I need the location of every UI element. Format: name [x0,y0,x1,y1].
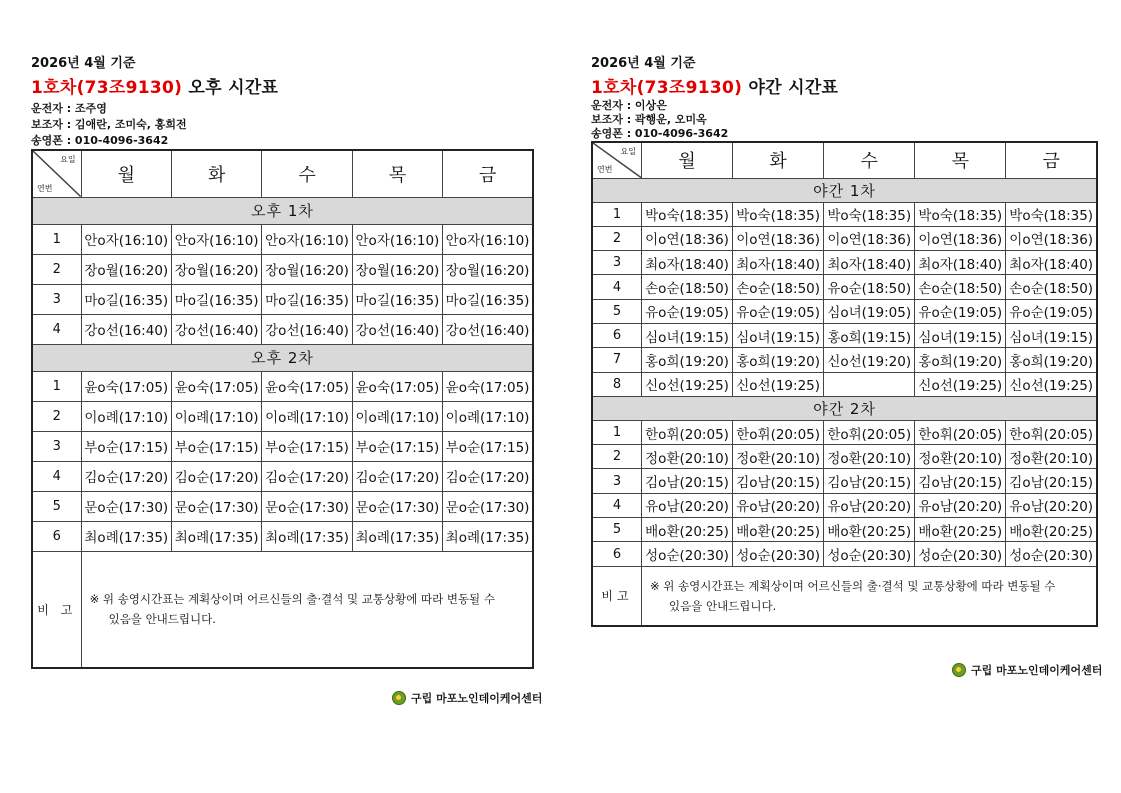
pickup-cell: 이o연(18:36) [824,226,915,250]
pickup-cell: 문o순(17:30) [262,491,352,521]
serial-number: 1 [592,202,641,226]
pickup-cell: 배o환(20:25) [915,518,1006,542]
pickup-cell: 강o선(16:40) [81,314,171,344]
pickup-cell: 신o선(19:25) [733,372,824,396]
pickup-cell: 안o자(16:10) [262,224,352,254]
pickup-cell: 부o순(17:15) [171,431,261,461]
remark-label: 비고 [592,566,641,626]
pickup-cell: 김o순(17:20) [262,461,352,491]
pickup-cell: 이o례(17:10) [352,401,442,431]
pickup-cell: 안o자(16:10) [352,224,442,254]
schedule-table [31,149,534,669]
pickup-cell: 손o순(18:50) [641,275,732,299]
center-name: 구립 마포노인데이케어센터 [971,664,1103,677]
pickup-cell: 윤o숙(17:05) [443,371,533,401]
pickup-cell: 김o남(20:15) [733,469,824,493]
center-logo-icon [392,691,406,705]
schedule-table [591,141,1098,627]
weekday-header: 월 [81,150,171,197]
remark-note [641,566,1097,626]
table-row [32,521,533,551]
pickup-cell: 문o순(17:30) [81,491,171,521]
table-row [592,542,1097,566]
pickup-cell: 부o순(17:15) [443,431,533,461]
pickup-cell: 김o남(20:15) [824,469,915,493]
pickup-cell: 유o남(20:20) [641,493,732,517]
pickup-cell: 이o연(18:36) [641,226,732,250]
pickup-cell: 손o순(18:50) [915,275,1006,299]
serial-axis-label: 연번 [597,164,613,174]
pickup-cell: 신o선(19:20) [824,348,915,372]
pickup-cell: 박o숙(18:35) [1006,202,1097,226]
pickup-cell: 문o순(17:30) [443,491,533,521]
table-row [592,445,1097,469]
pickup-cell: 김o남(20:15) [641,469,732,493]
pickup-cell: 강o선(16:40) [171,314,261,344]
section-header: 야간 1차 [592,178,1097,202]
pickup-cell: 문o순(17:30) [352,491,442,521]
center-name: 구립 마포노인데이케어센터 [411,692,543,705]
pickup-cell: 안o자(16:10) [443,224,533,254]
pickup-cell: 김o순(17:20) [81,461,171,491]
pickup-cell: 부o순(17:15) [262,431,352,461]
schedule-type-title: 오후 시간표 [182,78,279,98]
remark-line-1: ※ 위 송영시간표는 계획상이며 어르신들의 출·결석 및 교통상황에 따라 변동될 수 [89,592,495,607]
weekday-header: 목 [915,142,1006,178]
pickup-cell: 신o선(19:25) [641,372,732,396]
pickup-cell: 최o자(18:40) [641,251,732,275]
pickup-cell: 정o환(20:10) [1006,445,1097,469]
pickup-cell: 김o순(17:20) [352,461,442,491]
pickup-cell: 마o길(16:35) [171,284,261,314]
serial-axis-label: 연번 [37,183,53,193]
pickup-cell: 최o자(18:40) [733,251,824,275]
serial-number: 3 [32,284,81,314]
night-schedule-panel [591,52,1098,627]
pickup-cell: 홍o희(19:20) [641,348,732,372]
weekday-axis-label: 요일 [620,147,636,156]
remark-line-2: 있음을 안내드립니다. [668,598,777,613]
pickup-cell: 성o순(20:30) [1006,542,1097,566]
weekday-header: 수 [824,142,915,178]
pickup-cell: 배o환(20:25) [641,518,732,542]
serial-number: 5 [32,491,81,521]
pickup-cell: 윤o숙(17:05) [262,371,352,401]
remark-label: 비 고 [32,551,81,668]
table-row [592,348,1097,372]
pickup-cell: 홍o희(19:15) [824,323,915,347]
serial-number: 6 [592,323,641,347]
pickup-cell: 유o순(19:05) [733,299,824,323]
pickup-cell: 유o순(19:05) [1006,299,1097,323]
table-row [592,518,1097,542]
pickup-cell: 최o례(17:35) [352,521,442,551]
pickup-cell: 김o순(17:20) [443,461,533,491]
pickup-cell: 이o례(17:10) [262,401,352,431]
pickup-cell: 손o순(18:50) [733,275,824,299]
serial-number: 6 [592,542,641,566]
remark-line-1: ※ 위 송영시간표는 계획상이며 어르신들의 출·결석 및 교통상황에 따라 변동될 수 [649,578,1056,593]
serial-number: 3 [592,251,641,275]
pickup-cell: 한o휘(20:05) [915,420,1006,444]
pickup-cell: 홍o희(19:20) [915,348,1006,372]
corner-header-cell [32,150,81,197]
weekday-header: 수 [262,150,352,197]
pickup-cell: 성o순(20:30) [915,542,1006,566]
weekday-header: 월 [641,142,732,178]
table-row [32,314,533,344]
pickup-cell: 이o연(18:36) [733,226,824,250]
pickup-cell: 한o휘(20:05) [641,420,732,444]
pickup-cell: 이o연(18:36) [1006,226,1097,250]
pickup-cell: 박o숙(18:35) [641,202,732,226]
pickup-cell [824,372,915,396]
section-header: 야간 2차 [592,396,1097,420]
serial-number: 4 [592,493,641,517]
weekday-header: 화 [171,150,261,197]
pickup-cell: 정o환(20:10) [641,445,732,469]
pickup-cell: 부o순(17:15) [81,431,171,461]
pickup-cell: 심o녀(19:05) [824,299,915,323]
pickup-cell: 한o휘(20:05) [733,420,824,444]
pickup-cell: 유o순(18:50) [824,275,915,299]
pickup-cell: 성o순(20:30) [641,542,732,566]
pickup-cell: 정o환(20:10) [915,445,1006,469]
page-title [31,73,534,98]
pickup-cell: 윤o숙(17:05) [81,371,171,401]
pickup-cell: 이o연(18:36) [915,226,1006,250]
serial-number: 1 [32,224,81,254]
pickup-cell: 강o선(16:40) [443,314,533,344]
pickup-cell: 최o자(18:40) [824,251,915,275]
pickup-cell: 최o례(17:35) [81,521,171,551]
serial-number: 6 [32,521,81,551]
pickup-cell: 손o순(18:50) [1006,275,1097,299]
pickup-cell: 장o월(16:20) [171,254,261,284]
serial-number: 4 [32,461,81,491]
pickup-cell: 박o숙(18:35) [824,202,915,226]
vehicle-title: 1호차(73조9130) [591,78,743,98]
table-row [592,323,1097,347]
serial-number: 1 [592,420,641,444]
weekday-header: 화 [733,142,824,178]
section-header: 오후 1차 [32,197,533,224]
serial-number: 5 [592,518,641,542]
pickup-cell: 최o례(17:35) [443,521,533,551]
pickup-cell: 장o월(16:20) [262,254,352,284]
pickup-cell: 장o월(16:20) [443,254,533,284]
driver-info: 운전자 : 이상은 [591,99,667,112]
pickup-cell: 이o례(17:10) [443,401,533,431]
weekday-header: 목 [352,150,442,197]
serial-number: 8 [592,372,641,396]
pickup-cell: 심o녀(19:15) [915,323,1006,347]
weekday-header: 금 [1006,142,1097,178]
serial-number: 7 [592,348,641,372]
pickup-cell: 최o자(18:40) [1006,251,1097,275]
pickup-cell: 홍o희(19:20) [733,348,824,372]
pickup-cell: 최o례(17:35) [171,521,261,551]
serial-number: 3 [592,469,641,493]
remark-note [81,551,533,668]
pickup-cell: 한o휘(20:05) [1006,420,1097,444]
pickup-cell: 장o월(16:20) [352,254,442,284]
pickup-cell: 심o녀(19:15) [733,323,824,347]
driver-info: 운전자 : 조주영 [31,102,107,115]
pickup-cell: 정o환(20:10) [733,445,824,469]
pickup-cell: 성o순(20:30) [733,542,824,566]
page-title [591,73,1098,98]
pickup-cell: 성o순(20:30) [824,542,915,566]
pickup-cell: 김o순(17:20) [171,461,261,491]
serial-number: 4 [592,275,641,299]
serial-number: 2 [592,226,641,250]
table-row [592,372,1097,396]
pickup-cell: 유o순(19:05) [641,299,732,323]
corner-header-cell [592,142,641,178]
serial-number: 2 [32,254,81,284]
serial-number: 5 [592,299,641,323]
pickup-cell: 홍o희(19:20) [1006,348,1097,372]
pickup-cell: 마o길(16:35) [262,284,352,314]
pickup-cell: 마o길(16:35) [352,284,442,314]
serial-number: 3 [32,431,81,461]
pickup-cell: 안o자(16:10) [81,224,171,254]
schedule-type-title: 야간 시간표 [742,78,839,98]
vehicle-title: 1호차(73조9130) [31,78,183,98]
pickup-cell: 유o남(20:20) [824,493,915,517]
center-footer [952,662,1102,678]
pickup-cell: 이o례(17:10) [171,401,261,431]
pickup-cell: 윤o숙(17:05) [171,371,261,401]
table-row [592,420,1097,444]
table-row [32,284,533,314]
pickup-cell: 배o환(20:25) [1006,518,1097,542]
table-row [592,275,1097,299]
pickup-cell: 유o남(20:20) [1006,493,1097,517]
remark-line-2: 있음을 안내드립니다. [108,612,216,627]
pickup-cell: 윤o숙(17:05) [352,371,442,401]
assistant-info: 보조자 : 곽행운, 오미옥 [591,113,707,126]
pickup-cell: 박o숙(18:35) [733,202,824,226]
table-row [592,469,1097,493]
weekday-axis-label: 요일 [60,155,76,164]
center-footer [392,690,542,706]
pickup-cell: 한o휘(20:05) [824,420,915,444]
pickup-cell: 강o선(16:40) [262,314,352,344]
table-row [592,493,1097,517]
pickup-cell: 김o남(20:15) [915,469,1006,493]
serial-number: 4 [32,314,81,344]
table-row [32,371,533,401]
pickup-cell: 문o순(17:30) [171,491,261,521]
pickup-cell: 유o남(20:20) [915,493,1006,517]
pickup-cell: 신o선(19:25) [1006,372,1097,396]
serial-number: 2 [32,401,81,431]
table-row [32,491,533,521]
date-label: 2026년 4월 기준 [31,56,136,71]
pickup-cell: 유o남(20:20) [733,493,824,517]
table-row [32,224,533,254]
pickup-cell: 이o례(17:10) [81,401,171,431]
weekday-header: 금 [443,150,533,197]
phone-info: 송영폰 : 010-4096-3642 [591,127,729,140]
table-row [592,202,1097,226]
pickup-cell: 심o녀(19:15) [1006,323,1097,347]
center-logo-icon [952,663,966,677]
pickup-cell: 장o월(16:20) [81,254,171,284]
table-row [592,251,1097,275]
table-row [592,226,1097,250]
pickup-cell: 심o녀(19:15) [641,323,732,347]
table-row [32,401,533,431]
phone-info: 송영폰 : 010-4096-3642 [31,134,169,147]
table-row [32,461,533,491]
pickup-cell: 유o순(19:05) [915,299,1006,323]
pickup-cell: 마o길(16:35) [443,284,533,314]
section-header: 오후 2차 [32,344,533,371]
pickup-cell: 최o례(17:35) [262,521,352,551]
serial-number: 1 [32,371,81,401]
pickup-cell: 신o선(19:25) [915,372,1006,396]
pickup-cell: 정o환(20:10) [824,445,915,469]
table-row [592,299,1097,323]
pickup-cell: 배o환(20:25) [824,518,915,542]
assistant-info: 보조자 : 김애란, 조미숙, 홍희전 [31,118,187,131]
serial-number: 2 [592,445,641,469]
pickup-cell: 강o선(16:40) [352,314,442,344]
pickup-cell: 배o환(20:25) [733,518,824,542]
table-row [32,431,533,461]
afternoon-schedule-panel [31,52,534,669]
pickup-cell: 부o순(17:15) [352,431,442,461]
pickup-cell: 마o길(16:35) [81,284,171,314]
table-row [32,254,533,284]
pickup-cell: 최o자(18:40) [915,251,1006,275]
pickup-cell: 김o남(20:15) [1006,469,1097,493]
pickup-cell: 박o숙(18:35) [915,202,1006,226]
pickup-cell: 안o자(16:10) [171,224,261,254]
date-label: 2026년 4월 기준 [591,56,696,71]
